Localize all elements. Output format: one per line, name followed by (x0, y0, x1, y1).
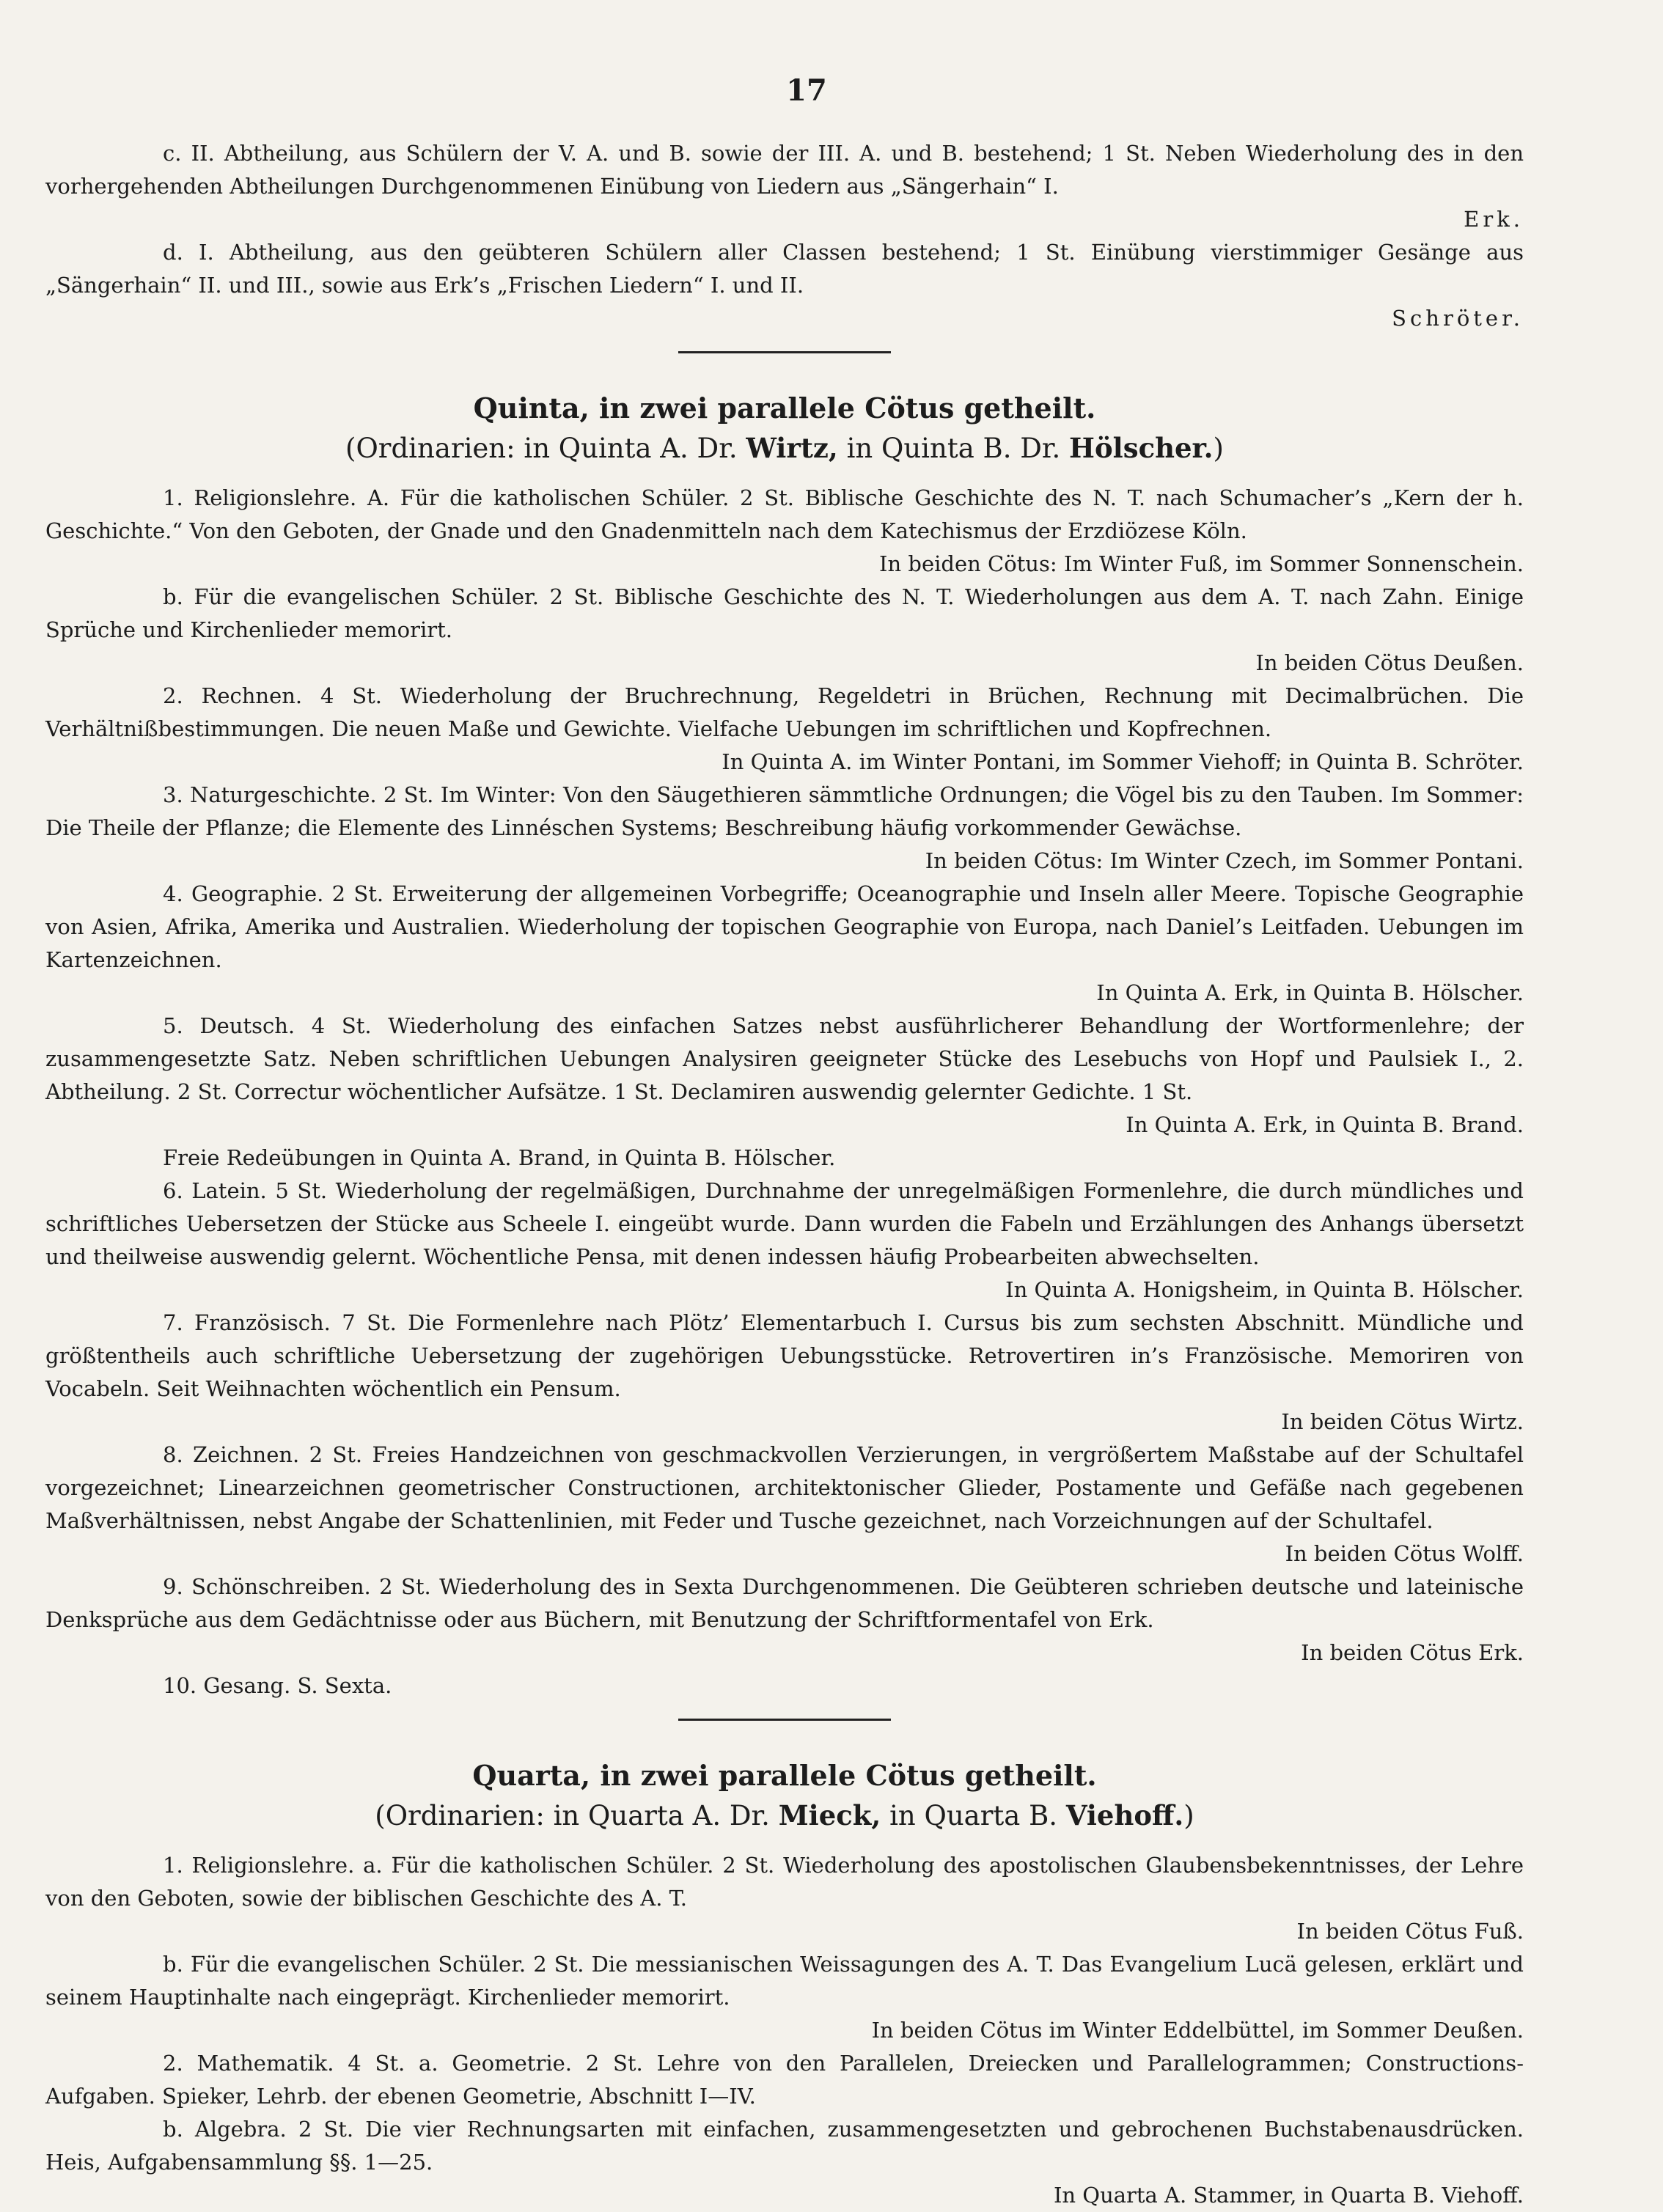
teacher-line: In beiden Cötus Deußen. (1255, 650, 1524, 675)
ordinarien-mid: in Quinta B. Dr. (846, 433, 1061, 464)
ordinarius-name-a: Wirtz, (746, 432, 838, 464)
teacher-line: In beiden Cötus im Winter Eddelbüttel, im Sommer Deußen. (871, 2018, 1524, 2043)
quinta-curriculum (45, 482, 1524, 1702)
subject-paragraph: 2. Mathematik. 4 St. a. Geometrie. 2 St. Lehre von den Parallelen, Dreiecken und Parallelogrammen; Constructions-Aufgaben. Spieker, Lehrb. der ebenen Geometrie, Abschnitt I—IV. (45, 2051, 1524, 2109)
subject-paragraph: 5. Deutsch. 4 St. Wiederholung des einfachen Satzes nebst ausführlicherer Behandlung der Wortformenlehre; der zusammengesetzte Satz. Neben schriftlichen Uebungen Analysiren geeigneter Stücke des Lesebuchs von Hopf und Paulsiek I., 2. Abtheilung. 2 St. Correctur wöchentlicher Aufsätze. 1 St. Declamiren auswendig gelernter Gedichte. 1 St. (45, 1013, 1524, 1104)
teacher-line: In Quinta A. Erk, in Quinta B. Hölscher. (1096, 980, 1524, 1005)
ordinarien-suffix: ) (1183, 1800, 1194, 1831)
subject-paragraph: 8. Zeichnen. 2 St. Freies Handzeichnen von geschmackvollen Verzierungen, in vergrößertem Maßstabe auf der Schultafel vorgezeichnet; Linearzeichnen geometrischer Constructionen, architektonischer Glieder, Postamente und Gefäße nach gegebenen Maßverhältnissen, nebst Angabe der Schattenlinien, mit Feder und Tusche gezeichnet, nach Vorzeichnungen auf der Schultafel. (45, 1442, 1524, 1533)
section-divider (678, 351, 891, 353)
quinta-ordinarien (45, 428, 1524, 469)
ordinarius-name-b: Viehoff. (1065, 1799, 1184, 1831)
subject-paragraph: b. Für die evangelischen Schüler. 2 St. Biblische Geschichte des N. T. Wiederholungen aus dem A. T. nach Zahn. Einige Sprüche und Kirchenlieder memorirt. (45, 584, 1524, 642)
subject-paragraph: 3. Naturgeschichte. 2 St. Im Winter: Von den Säugethieren sämmtliche Ordnungen; die Vögel bis zu den Tauben. Im Sommer: Die Theile der Pflanze; die Elemente des Linnéschen Systems; Beschreibung häufig vorkommender Gewächse. (45, 782, 1524, 840)
subject-paragraph: 4. Geographie. 2 St. Erweiterung der allgemeinen Vorbegriffe; Oceanographie und Inseln aller Meere. Topische Geographie von Asien, Afrika, Amerika und Australien. Wiederholung der topischen Geographie von Europa, nach Daniel’s Leitfaden. Uebungen im Kartenzeichnen. (45, 881, 1524, 972)
teacher-line: In beiden Cötus Fuß. (1296, 1919, 1524, 1944)
ordinarien-mid: in Quarta B. (889, 1800, 1058, 1831)
subject-paragraph: 10. Gesang. S. Sexta. (163, 1673, 392, 1698)
quinta-title: Quinta, in zwei parallele Cötus getheilt. (473, 392, 1096, 425)
ordinarien-suffix: ) (1213, 433, 1224, 464)
teacher-line: In beiden Cötus Wirtz. (1281, 1409, 1524, 1434)
subject-paragraph: b. Für die evangelischen Schüler. 2 St. Die messianischen Weissagungen des A. T. Das Evangelium Lucä gelesen, erklärt und seinem Hauptinhalte nach eingeprägt. Kirchenlieder memorirt. (45, 1952, 1524, 2010)
section-divider (678, 1719, 891, 1721)
ordinarius-name-b: Hölscher. (1069, 432, 1214, 464)
subject-paragraph: 1. Religionslehre. A. Für die katholischen Schüler. 2 St. Biblische Geschichte des N. T. nach Schumacher’s „Kern der h. Geschichte.“ Von den Geboten, der Gnade und den Gnadenmitteln nach dem Katechismus der Erzdiözese Köln. (45, 485, 1524, 543)
subject-paragraph: Freie Redeübungen in Quinta A. Brand, in Quinta B. Hölscher. (163, 1145, 836, 1170)
ordinarius-name-a: Mieck, (778, 1799, 881, 1831)
teacher-line: In beiden Cötus Erk. (1301, 1640, 1524, 1665)
teacher-line: Erk. (1464, 207, 1524, 232)
teacher-line: In Quinta A. Erk, in Quinta B. Brand. (1126, 1112, 1524, 1137)
teacher-line: Schröter. (1392, 306, 1524, 331)
quarta-curriculum (45, 1849, 1524, 2212)
subject-paragraph: 9. Schönschreiben. 2 St. Wiederholung des in Sexta Durchgenommenen. Die Geübteren schrieben deutsche und lateinische Denksprüche aus dem Gedächtnisse oder aus Büchern, mit Benutzung der Schriftformentafel von Erk. (45, 1574, 1524, 1632)
subject-paragraph: 7. Französisch. 7 St. Die Formenlehre nach Plötz’ Elementarbuch I. Cursus bis zum sechsten Abschnitt. Mündliche und größtentheils auch schriftliche Uebersetzung der zugehörigen Uebungsstücke. Retrovertiren in’s Französische. Memoriren von Vocabeln. Seit Weihnachten wöchentlich ein Pensum. (45, 1310, 1524, 1401)
teacher-line: In Quarta A. Stammer, in Quarta B. Viehoff. (1053, 2183, 1524, 2208)
teacher-line: In Quinta A. im Winter Pontani, im Sommer Viehoff; in Quinta B. Schröter. (722, 749, 1524, 774)
paragraph-c: c. II. Abtheilung, aus Schülern der V. A. und B. sowie der III. A. und B. bestehend; 1 St. Neben Wiederholung des in den vorhergehenden Abtheilungen Durchgenommenen Einübung von Liedern aus „Sängerhain“ I. (45, 141, 1524, 199)
teacher-line: In beiden Cötus: Im Winter Czech, im Sommer Pontani. (925, 848, 1524, 873)
paragraph-d: d. I. Abtheilung, aus den geübteren Schülern aller Classen bestehend; 1 St. Einübung vierstimmiger Gesänge aus „Sängerhain“ II. und III., sowie aus Erk’s „Frischen Liedern“ I. und II. (45, 240, 1524, 298)
subject-paragraph: 6. Latein. 5 St. Wiederholung der regelmäßigen, Durchnahme der unregelmäßigen Formenlehre, die durch mündliches und schriftliches Uebersetzen der Stücke aus Scheele I. eingeübt wurde. Dann wurden die Fabeln und Erzählungen des Anhangs übersetzt und theilweise auswendig gelernt. Wöchentliche Pensa, mit denen indessen häufig Probearbeiten abwechselten. (45, 1178, 1524, 1269)
quarta-title: Quarta, in zwei parallele Cötus getheilt. (472, 1759, 1097, 1792)
page-number: 17 (786, 73, 827, 108)
subject-paragraph: b. Algebra. 2 St. Die vier Rechnungsarten mit einfachen, zusammengesetzten und gebrochenen Buchstabenausdrücken. Heis, Aufgabensammlung §§. 1—25. (45, 2117, 1524, 2175)
quarta-ordinarien (45, 1796, 1524, 1836)
teacher-line: In beiden Cötus Wolff. (1285, 1541, 1524, 1566)
subject-paragraph: 1. Religionslehre. a. Für die katholischen Schüler. 2 St. Wiederholung des apostolischen Glaubensbekenntnisses, der Lehre von den Geboten, sowie der biblischen Geschichte des A. T. (45, 1853, 1524, 1911)
teacher-line: In beiden Cötus: Im Winter Fuß, im Sommer Sonnenschein. (879, 551, 1524, 576)
teacher-line: In Quinta A. Honigsheim, in Quinta B. Hölscher. (1005, 1277, 1524, 1302)
intro-block (45, 137, 1524, 335)
subject-paragraph: 2. Rechnen. 4 St. Wiederholung der Bruchrechnung, Regeldetri in Brüchen, Rechnung mit Decimalbrüchen. Die Verhältnißbestimmungen. Die neuen Maße und Gewichte. Vielfache Uebungen im schriftlichen und Kopfrechnen. (45, 683, 1524, 741)
ordinarien-prefix: (Ordinarien: in Quinta A. Dr. (345, 433, 738, 464)
ordinarien-prefix: (Ordinarien: in Quarta A. Dr. (375, 1800, 770, 1831)
